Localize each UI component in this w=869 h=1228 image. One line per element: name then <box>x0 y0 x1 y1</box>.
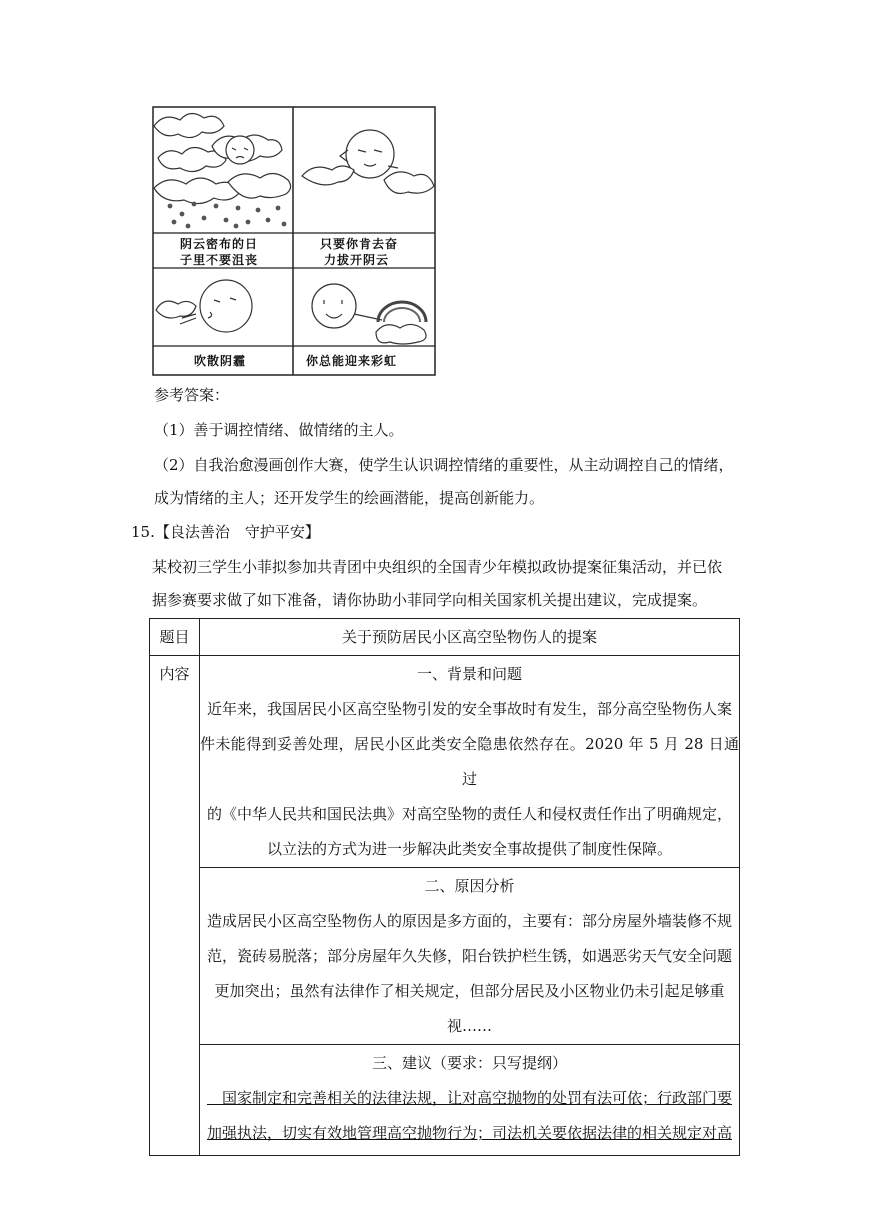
comic-drawing <box>152 106 436 376</box>
answer-item-1: （1）善于调控情绪、做情绪的主人。 <box>154 421 404 439</box>
section-3-heading: 三、建议（要求：只写提纲） <box>371 1054 567 1072</box>
title-label-cell <box>150 619 200 656</box>
answer-label: 参考答案： <box>154 386 230 404</box>
panel-2-caption-line1: 只要你肯去奋 <box>320 237 399 251</box>
section-1-line: 以立法的方式为进一步解决此类安全事故提供了制度性保障。 <box>266 840 672 858</box>
panel-3-caption: 吹散阴霾 <box>194 354 247 368</box>
section-1-body <box>200 692 739 867</box>
section-2-body <box>200 904 739 1044</box>
table-row-content-2 <box>150 868 740 1045</box>
question-15-intro-line-1: 某校初三学生小菲拟参加共青团中央组织的全国青少年模拟政协提案征集活动，并已依 <box>152 558 723 576</box>
panel-1-face <box>226 136 254 164</box>
section-2-heading: 二、原因分析 <box>424 877 515 895</box>
title-value-cell <box>200 619 740 656</box>
content-label: 内容 <box>159 665 190 683</box>
comic-strip <box>152 106 436 376</box>
section-1-line: 近年来，我国居民小区高空坠物引发的安全事故时有发生，部分高空坠物伤人案 <box>206 700 732 718</box>
table-row-content-1 <box>150 656 740 868</box>
section-2-line: 视…… <box>446 1017 492 1035</box>
section-2-line: 更加突出；虽然有法律作了相关规定，但部分居民及小区物业仍未引起足够重 <box>214 982 725 1000</box>
table-row-content-3 <box>150 1045 740 1156</box>
panel-1-caption-line2: 子里不要沮丧 <box>180 253 259 267</box>
section-1-line: 件未能得到妥善处理，居民小区此类安全隐患依然存在。2020 年 5 月 28 日通过 <box>200 735 739 788</box>
section-1-line: 的《中华人民共和国民法典》对高空坠物的责任人和侵权责任作出了明确规定， <box>206 805 732 823</box>
panel-2-caption-line2: 力拔开阴云 <box>324 253 390 267</box>
section-3-body <box>200 1081 739 1151</box>
table-row-title <box>150 619 740 656</box>
section-3-line: 加强执法，切实有效地管理高空抛物行为；司法机关要依据法律的相关规定对高 <box>206 1124 732 1142</box>
panel-1-caption-line1: 阴云密布的日 <box>180 237 259 251</box>
section-2-line: 范，瓷砖易脱落；部分房屋年久失修，阳台铁护栏生锈，如遇恶劣天气安全问题 <box>206 947 732 965</box>
section-2-line: 造成居民小区高空坠物伤人的原因是多方面的，主要有：部分房屋外墙装修不规 <box>206 912 732 930</box>
question-15-intro-line-2: 据参赛要求做了如下准备，请你协助小菲同学向相关国家机关提出建议，完成提案。 <box>152 591 708 609</box>
panel-4-caption: 你总能迎来彩虹 <box>306 354 398 368</box>
section-background <box>200 656 740 868</box>
section-causes <box>200 868 740 1045</box>
section-suggestions <box>200 1045 740 1156</box>
question-15-heading: 15.【良法善治 守护平安】 <box>131 523 320 541</box>
section-1-heading: 一、背景和问题 <box>416 665 522 683</box>
title-label: 题目 <box>159 628 190 646</box>
proposal-table <box>149 618 740 1156</box>
answer-item-2-line-2: 成为情绪的主人；还开发学生的绘画潜能，提高创新能力。 <box>154 489 545 507</box>
content-label-cell <box>150 656 200 1156</box>
answer-item-2-line-1: （2）自我治愈漫画创作大赛，使学生认识调控情绪的重要性，从主动调控自己的情绪， <box>154 456 734 474</box>
proposal-title: 关于预防居民小区高空坠物伤人的提案 <box>341 628 597 646</box>
section-3-line: 国家制定和完善相关的法律法规，让对高空抛物的处罚有法可依；行政部门要 <box>206 1089 732 1107</box>
